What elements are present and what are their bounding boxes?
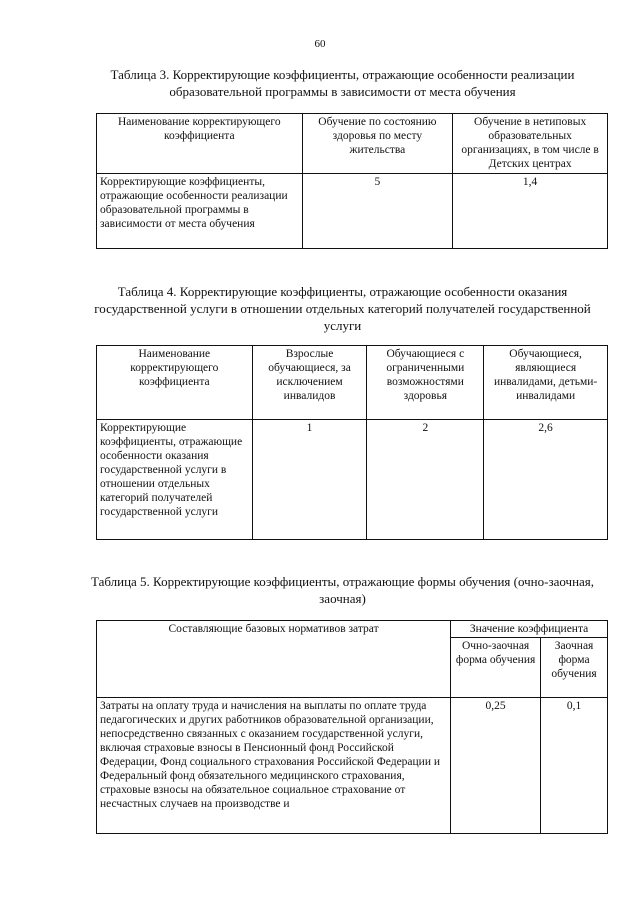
table4-header-adults: Взрослые обучающиеся, за исключением инвалидов — [252, 346, 367, 420]
table-row — [97, 420, 608, 540]
table5-value-distance: 0,1 — [541, 698, 608, 834]
table4-header-invalids: Обучающиеся, являющиеся инвалидами, детьми-инвалидами — [484, 346, 608, 420]
table3-header-atypical: Обучение в нетиповых образовательных организациях, в том числе в Детских центрах — [453, 114, 608, 174]
table5-header-group: Значение коэффициента — [451, 621, 608, 638]
table3-header-row — [97, 114, 608, 174]
table5-caption: Таблица 5. Корректирующие коэффициенты, отражающие формы обучения (очно-заочная, заочная) — [90, 574, 595, 606]
table4-value-adults: 1 — [252, 420, 367, 540]
table4-header-row — [97, 346, 608, 420]
table3 — [96, 113, 608, 249]
table5-subheader-distance: Заочная форма обучения — [541, 638, 608, 698]
table5-value-part-time: 0,25 — [451, 698, 541, 834]
table5-row-name: Затраты на оплату труда и начисления на выплаты по оплате труда педагогических и других работников образовательной организации, непосредственно связанных с оказанием государственной услуги, включая страховые взносы в Пенсионный фонд Российской Федерации, Фонд социального страхования Российской Федерации и Федеральный фонд обязательного медицинского страхования, страховые взносы на обязательное социальное страхование от несчастных случаев на производстве и — [97, 698, 451, 834]
table4-caption: Таблица 4. Корректирующие коэффициенты, отражающие особенности оказания государственной услуги в отношении отдельных категорий получателей государственной услуги — [94, 284, 591, 333]
table4 — [96, 345, 608, 540]
table5-header-main: Составляющие базовых нормативов затрат — [97, 621, 451, 698]
table5 — [96, 620, 608, 834]
table5-subheader-part-time: Очно-заочная форма обучения — [451, 638, 541, 698]
table-row — [97, 698, 608, 834]
table3-value-home: 5 — [302, 174, 453, 249]
table3-row-name: Корректирующие коэффициенты, отражающие особенности реализации образовательной программы в зависимости от места обучения — [97, 174, 303, 249]
page-number: 60 — [314, 38, 326, 50]
table5-header-row — [97, 621, 608, 638]
table3-caption: Таблица 3. Корректирующие коэффициенты, отражающие особенности реализации образовательной программы в зависимости от места обучения — [110, 67, 575, 99]
table4-value-invalids: 2,6 — [484, 420, 608, 540]
table3-header-name: Наименование корректирующего коэффициента — [97, 114, 303, 174]
table-row — [97, 174, 608, 249]
table4-header-name: Наименование корректирующего коэффициента — [97, 346, 253, 420]
table4-value-disabilities: 2 — [367, 420, 484, 540]
table3-header-home: Обучение по состоянию здоровья по месту жительства — [302, 114, 453, 174]
table4-header-disabilities: Обучающиеся с ограниченными возможностями здоровья — [367, 346, 484, 420]
table4-row-name: Корректирующие коэффициенты, отражающие особенности оказания государственной услуги в отношении отдельных категорий получателей государственной услуги — [97, 420, 253, 540]
table3-value-atypical: 1,4 — [453, 174, 608, 249]
